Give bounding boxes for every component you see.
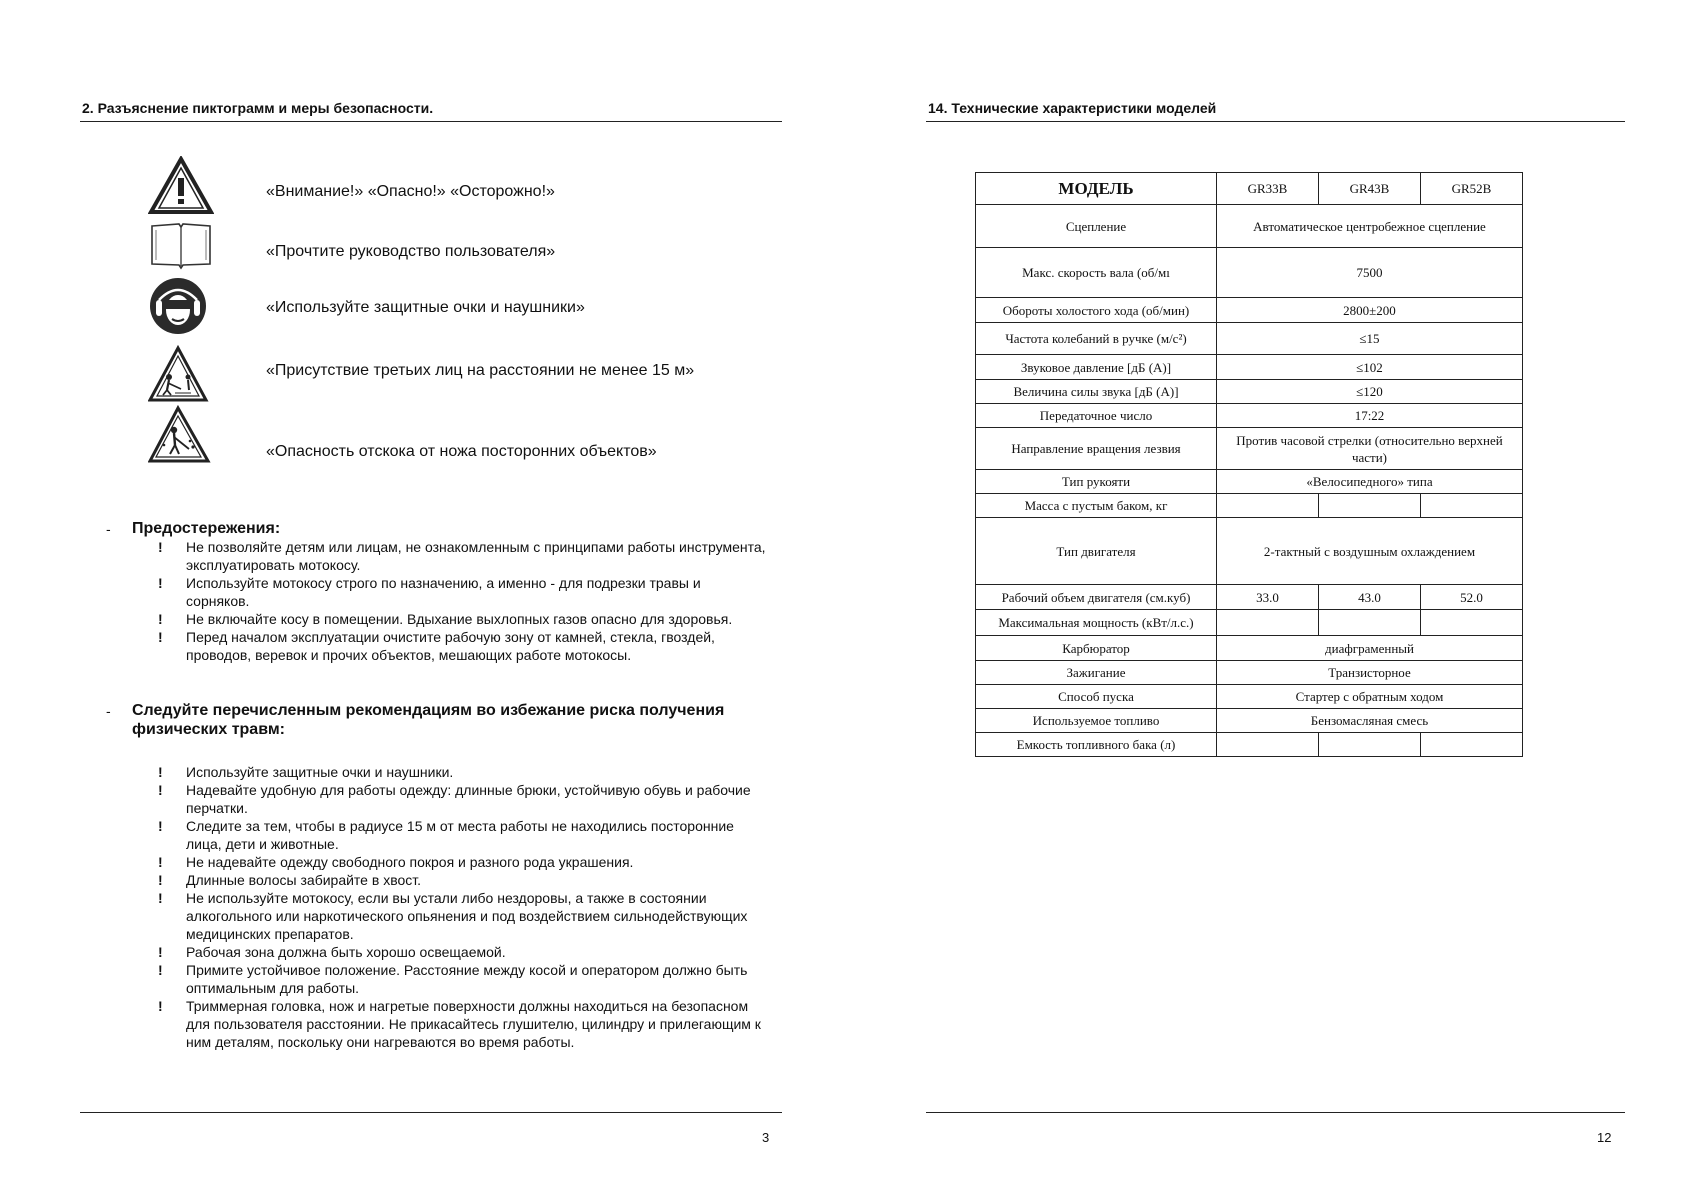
recommendation-text: Длинные волосы забирайте в хвост. xyxy=(186,872,422,888)
pictogram-row-thrown-objects xyxy=(148,405,768,465)
row-label: Используемое топливо xyxy=(976,709,1217,733)
row-label: Масса с пустым баком, кг xyxy=(976,494,1217,518)
recommendations-dash: - xyxy=(106,703,111,719)
recommendation-text: Примите устойчивое положение. Расстояние между косой и оператором должно быть оптимальным для работы. xyxy=(186,962,748,996)
bullet-mark: ! xyxy=(158,872,163,888)
recommendation-text: Рабочая зона должна быть хорошо освещаемой. xyxy=(186,944,506,960)
table-row xyxy=(976,661,1523,685)
row-value: Бензомасляная смесь xyxy=(1217,709,1523,733)
empty-cell xyxy=(1420,494,1522,518)
table-row xyxy=(976,248,1523,298)
bullet-mark: ! xyxy=(158,611,163,627)
model-cell: GR52B xyxy=(1420,173,1522,205)
recommendation-text: Надевайте удобную для работы одежду: длинные брюки, устойчивую обувь и рабочие перчатки. xyxy=(186,782,751,816)
pictogram-text-thrown-objects: «Опасность отскока от ножа посторонних объектов» xyxy=(266,443,657,460)
table-row xyxy=(976,380,1523,404)
recommendations-list xyxy=(156,763,766,1051)
warnings-dash: - xyxy=(106,521,111,537)
row-label: Звуковое давление [дБ (А)] xyxy=(976,355,1217,380)
table-row xyxy=(976,205,1523,248)
bystanders-distance-icon xyxy=(148,345,214,405)
table-row xyxy=(976,685,1523,709)
row-label: Максимальная мощность (кВт/л.с.) xyxy=(976,610,1217,636)
list-item xyxy=(156,889,766,943)
warning-text: Перед началом эксплуатации очистите рабочую зону от камней, стекла, гвоздей, проводов, веревок и прочих объектов, мешающих работе мотокосы. xyxy=(186,629,715,663)
row-label: Сцепление xyxy=(976,205,1217,248)
empty-cell xyxy=(1217,610,1319,636)
open-book-icon xyxy=(148,218,214,278)
row-value: 17:22 xyxy=(1217,404,1523,428)
pictogram-row-protection xyxy=(148,276,768,336)
list-item xyxy=(156,628,766,664)
model-cell: GR43B xyxy=(1318,173,1420,205)
row-value: «Велосипедного» типа xyxy=(1217,470,1523,494)
warning-text: Не позволяйте детям или лицам, не ознакомленным с принципами работы инструмента, эксплуатировать мотокосу. xyxy=(186,539,766,573)
bullet-mark: ! xyxy=(158,575,163,591)
list-item xyxy=(156,997,766,1051)
list-item xyxy=(156,538,766,574)
bullet-mark: ! xyxy=(158,890,163,906)
empty-cell xyxy=(1217,733,1319,757)
left-page-heading: 2. Разъяснение пиктограмм и меры безопасности. xyxy=(82,100,434,116)
list-item xyxy=(156,781,766,817)
recommendation-text: Не используйте мотокосу, если вы устали либо нездоровы, а также в состоянии алкогольного или наркотического опьянения и под воздействием сильнодействующих медицинских препаратов. xyxy=(186,890,748,942)
left-heading-rule xyxy=(80,121,782,122)
warning-text: Используйте мотокосу строго по назначению, а именно - для подрезки травы и сорняков. xyxy=(186,575,701,609)
right-page-heading: 14. Технические характеристики моделей xyxy=(928,100,1217,116)
table-row xyxy=(976,518,1523,585)
recommendation-text: Не надевайте одежду свободного покроя и разного рода украшения. xyxy=(186,854,634,870)
bullet-mark: ! xyxy=(158,782,163,798)
row-value: 2-тактный с воздушным охлаждением xyxy=(1217,518,1523,585)
row-value: ≤102 xyxy=(1217,355,1523,380)
row-label: Тип рукояти xyxy=(976,470,1217,494)
left-footer-rule xyxy=(80,1112,782,1113)
table-row xyxy=(976,298,1523,323)
pictogram-row-manual xyxy=(148,218,768,278)
empty-cell xyxy=(1318,610,1420,636)
pictogram-text-protection: «Используйте защитные очки и наушники» xyxy=(266,299,585,316)
table-row xyxy=(976,173,1523,205)
row-value: ≤120 xyxy=(1217,380,1523,404)
recommendation-text: Триммерная головка, нож и нагретые поверхности должны находиться на безопасном для пользователя расстоянии. Не прикасайтесь глушителю, цилиндру и прилегающим к ним деталям, поскольку они нагреваются во время работы. xyxy=(186,998,761,1050)
row-label: Частота колебаний в ручке (м/с²) xyxy=(976,323,1217,355)
list-item xyxy=(156,871,766,889)
pictogram-text-attention: «Внимание!» «Опасно!» «Осторожно!» xyxy=(266,183,555,200)
empty-cell xyxy=(1318,733,1420,757)
row-value: Стартер с обратным ходом xyxy=(1217,685,1523,709)
table-row xyxy=(976,636,1523,661)
list-item xyxy=(156,610,766,628)
recommendation-text: Следите за тем, чтобы в радиусе 15 м от места работы не находились посторонние лица, дети и животные. xyxy=(186,818,734,852)
warning-text: Не включайте косу в помещении. Вдыхание выхлопных газов опасно для здоровья. xyxy=(186,611,733,627)
table-row xyxy=(976,404,1523,428)
list-item xyxy=(156,853,766,871)
row-label: Зажигание xyxy=(976,661,1217,685)
row-label: Карбюратор xyxy=(976,636,1217,661)
pictogram-text-manual: «Прочтите руководство пользователя» xyxy=(266,243,556,260)
list-item xyxy=(156,574,766,610)
bullet-mark: ! xyxy=(158,539,163,555)
empty-cell xyxy=(1318,494,1420,518)
recommendation-text: Используйте защитные очки и наушники. xyxy=(186,764,454,780)
right-page-number: 12 xyxy=(1597,1130,1612,1145)
empty-cell xyxy=(1420,610,1522,636)
row-value: ≤15 xyxy=(1217,323,1523,355)
bullet-mark: ! xyxy=(158,998,163,1014)
row-value: Против часовой стрелки (относительно верхней части) xyxy=(1217,428,1523,470)
table-row xyxy=(976,470,1523,494)
row-label: Рабочий объем двигателя (см.куб) xyxy=(976,585,1217,610)
row-value: 7500 xyxy=(1217,248,1523,298)
specs-table xyxy=(975,172,1523,757)
table-row xyxy=(976,610,1523,636)
pictogram-row-attention xyxy=(148,156,768,216)
list-item xyxy=(156,943,766,961)
bullet-mark: ! xyxy=(158,944,163,960)
bullet-mark: ! xyxy=(158,764,163,780)
pictogram-row-distance xyxy=(148,345,768,405)
row-label: Способ пуска xyxy=(976,685,1217,709)
table-row xyxy=(976,709,1523,733)
table-row xyxy=(976,355,1523,380)
list-item xyxy=(156,763,766,781)
bullet-mark: ! xyxy=(158,818,163,834)
left-page-number: 3 xyxy=(762,1130,770,1145)
list-item xyxy=(156,961,766,997)
warning-triangle-icon xyxy=(148,156,214,216)
row-label: Макс. скорость вала (об/мı xyxy=(976,248,1217,298)
table-row xyxy=(976,585,1523,610)
row-label: Направление вращения лезвия xyxy=(976,428,1217,470)
pictogram-text-distance: «Присутствие третьих лиц на расстоянии не менее 15 м» xyxy=(266,362,695,379)
recommendations-title: Следуйте перечисленным рекомендациям во избежание риска получения физических травм: xyxy=(132,702,725,738)
row-label: Передаточное число xyxy=(976,404,1217,428)
table-row xyxy=(976,428,1523,470)
right-footer-rule xyxy=(926,1112,1625,1113)
row-label: Емкость топливного бака (л) xyxy=(976,733,1217,757)
row-value: Транзисторное xyxy=(1217,661,1523,685)
row-label: Тип двигателя xyxy=(976,518,1217,585)
bullet-mark: ! xyxy=(158,962,163,978)
displacement-cell: 43.0 xyxy=(1318,585,1420,610)
row-label: Обороты холостого хода (об/мин) xyxy=(976,298,1217,323)
model-cell: GR33B xyxy=(1217,173,1319,205)
warnings-list xyxy=(156,538,766,664)
table-row xyxy=(976,733,1523,757)
right-heading-rule xyxy=(926,121,1625,122)
displacement-cell: 33.0 xyxy=(1217,585,1319,610)
list-item xyxy=(156,817,766,853)
displacement-cell: 52.0 xyxy=(1420,585,1522,610)
bullet-mark: ! xyxy=(158,854,163,870)
thrown-objects-icon xyxy=(148,405,214,465)
warnings-title: Предостережения: xyxy=(132,520,281,537)
table-row xyxy=(976,323,1523,355)
row-value: диафграменный xyxy=(1217,636,1523,661)
goggles-earmuffs-icon xyxy=(148,276,214,336)
model-header-cell: МОДЕЛЬ xyxy=(976,173,1217,205)
row-value: Автоматическое центробежное сцепление xyxy=(1217,205,1523,248)
empty-cell xyxy=(1420,733,1522,757)
row-label: Величина силы звука [дБ (А)] xyxy=(976,380,1217,404)
bullet-mark: ! xyxy=(158,629,163,645)
row-value: 2800±200 xyxy=(1217,298,1523,323)
empty-cell xyxy=(1217,494,1319,518)
table-row xyxy=(976,494,1523,518)
